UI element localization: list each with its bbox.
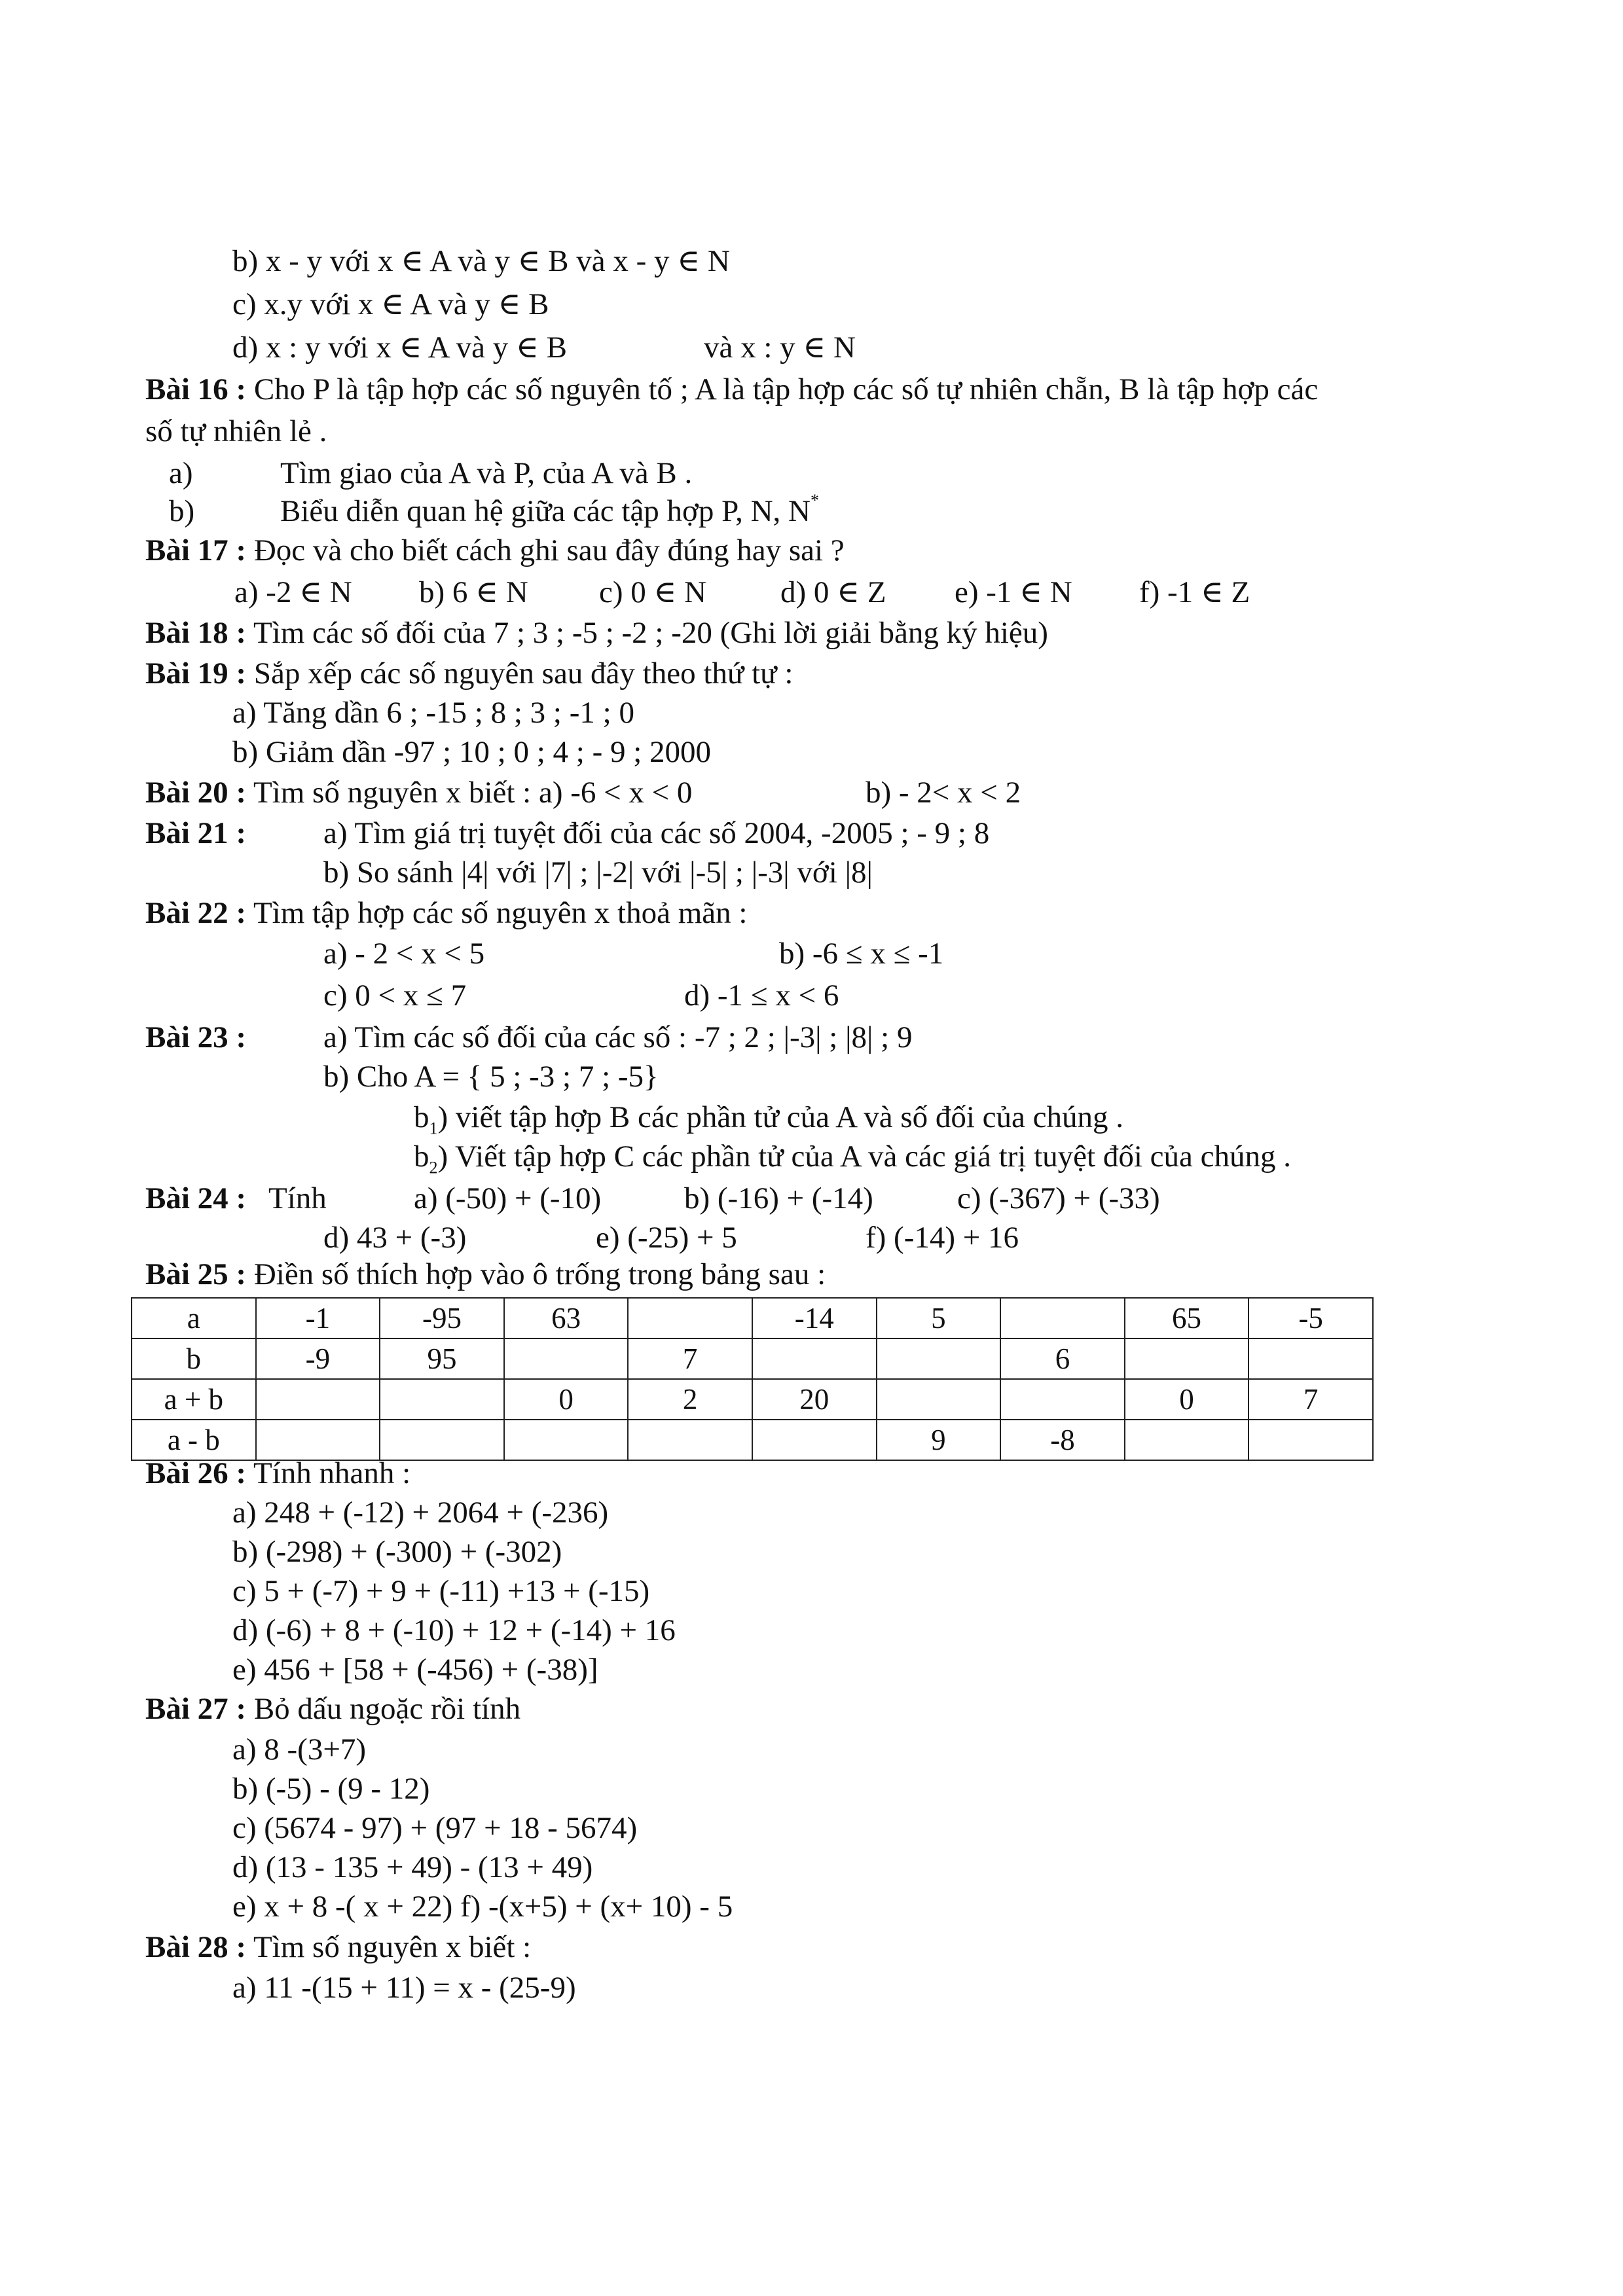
bai15-item-d: d) x : y với x ∈ A và y ∈ B: [232, 331, 567, 365]
table-cell: [504, 1420, 629, 1460]
bai27-item-a: a) 8 -(3+7): [232, 1732, 366, 1767]
bai24-item-c: c) (-367) + (-33): [957, 1181, 1160, 1215]
table-row-header: a: [132, 1298, 256, 1338]
bai20-line: [145, 778, 692, 808]
bai23-item-b2: [414, 1141, 1291, 1176]
bai23-b1-text: ) viết tập hợp B các phần tử của A và số đối của chúng .: [437, 1100, 1123, 1134]
bai24-item-b: b) (-16) + (-14): [684, 1181, 873, 1215]
bai22-line: [145, 898, 747, 929]
bai17-item-b: b) 6 ∈ N: [419, 575, 528, 609]
bai19-title: Bài 19 :: [145, 656, 247, 691]
bai17-item-f: f) -1 ∈ Z: [1139, 575, 1250, 609]
table-cell: [752, 1338, 877, 1379]
bai18-title: Bài 18 :: [145, 616, 247, 650]
bai16-line1: [145, 374, 1318, 405]
bai17-item-e: e) -1 ∈ N: [955, 575, 1072, 609]
table-cell: [256, 1420, 380, 1460]
bai19-item-a: a) Tăng dần 6 ; -15 ; 8 ; 3 ; -1 ; 0: [232, 696, 634, 730]
bai23-b2-prefix: b: [414, 1139, 429, 1174]
table-row-header: a + b: [132, 1379, 256, 1420]
bai25-text: Điền số thích hợp vào ô trống trong bảng sau :: [253, 1257, 826, 1291]
bai17-line: [145, 535, 845, 566]
bai19-line: [145, 658, 793, 689]
bai26-line: [145, 1458, 410, 1489]
table-row-header: a - b: [132, 1420, 256, 1460]
bai17-title: Bài 17 :: [145, 533, 247, 567]
table-cell: 2: [628, 1379, 752, 1420]
bai17-item-c: c) 0 ∈ N: [599, 575, 706, 609]
bai22-text: Tìm tập hợp các số nguyên x thoả mãn :: [253, 896, 748, 930]
table-cell: 65: [1125, 1298, 1249, 1338]
bai23-b1-sub: 1: [429, 1119, 438, 1138]
table-cell: 63: [504, 1298, 629, 1338]
bai22-item-a: a) - 2 < x < 5: [323, 937, 485, 971]
bai15-item-d-condition: và x : y ∈ N: [704, 331, 856, 365]
table-cell: 95: [380, 1338, 504, 1379]
bai16-b-main: Biểu diễn quan hệ giữa các tập hợp P, N, N: [280, 494, 811, 528]
table-cell: [256, 1379, 380, 1420]
bai17-item-d: d) 0 ∈ Z: [780, 575, 886, 609]
bai22-item-d: d) -1 ≤ x < 6: [684, 978, 839, 1013]
table-cell: 0: [1125, 1379, 1249, 1420]
bai25-title: Bài 25 :: [145, 1257, 247, 1291]
bai27-item-b: b) (-5) - (9 - 12): [232, 1772, 430, 1806]
bai16-a-text: Tìm giao của A và P, của A và B .: [280, 456, 693, 490]
bai26-item-c: c) 5 + (-7) + 9 + (-11) +13 + (-15): [232, 1574, 650, 1608]
bai26-text: Tính nhanh :: [253, 1456, 411, 1490]
bai26-item-a: a) 248 + (-12) + 2064 + (-236): [232, 1496, 609, 1530]
bai17-text: Đọc và cho biết cách ghi sau đây đúng hay sai ?: [253, 533, 845, 567]
bai27-item-c: c) (5674 - 97) + (97 + 18 - 5674): [232, 1811, 638, 1845]
bai16-b-sup: *: [810, 491, 819, 510]
table-cell: -95: [380, 1298, 504, 1338]
table-cell: [380, 1420, 504, 1460]
table-cell: -9: [256, 1338, 380, 1379]
bai24-item-e: e) (-25) + 5: [596, 1221, 737, 1255]
bai20-title: Bài 20 :: [145, 776, 247, 810]
table-cell: -8: [1000, 1420, 1125, 1460]
bai22-title: Bài 22 :: [145, 896, 247, 930]
bai19-item-b: b) Giảm dần -97 ; 10 ; 0 ; 4 ; - 9 ; 2000: [232, 735, 712, 769]
bai21-title: Bài 21 :: [145, 816, 247, 850]
table-cell: -1: [256, 1298, 380, 1338]
table-cell: 9: [877, 1420, 1001, 1460]
table-row: [132, 1420, 1373, 1460]
table-cell: [380, 1379, 504, 1420]
bai22-item-c: c) 0 < x ≤ 7: [323, 978, 467, 1013]
bai28-text: Tìm số nguyên x biết :: [253, 1930, 532, 1964]
table-cell: [1000, 1298, 1125, 1338]
table-row: [132, 1338, 1373, 1379]
bai24-item-f: f) (-14) + 16: [866, 1221, 1019, 1255]
table-cell: [628, 1420, 752, 1460]
bai26-item-d: d) (-6) + 8 + (-10) + 12 + (-14) + 16: [232, 1613, 676, 1647]
bai26-item-e: e) 456 + [58 + (-456) + (-38)]: [232, 1653, 598, 1687]
table-cell: -14: [752, 1298, 877, 1338]
table-cell: [1249, 1420, 1373, 1460]
bai24-title: Bài 24 :: [145, 1181, 247, 1215]
table-cell: [752, 1420, 877, 1460]
bai23-item-b1: [414, 1102, 1123, 1137]
table-row: [132, 1298, 1373, 1338]
bai16-b-text: [280, 491, 819, 528]
table-cell: [877, 1338, 1001, 1379]
table-cell: 7: [1249, 1379, 1373, 1420]
bai28-item-a: a) 11 -(15 + 11) = x - (25-9): [232, 1971, 576, 2005]
table-cell: 7: [628, 1338, 752, 1379]
bai17-item-a: a) -2 ∈ N: [234, 575, 352, 609]
bai27-title: Bài 27 :: [145, 1692, 247, 1726]
bai20-text: Tìm số nguyên x biết : a) -6 < x < 0: [253, 776, 693, 810]
bai28-title: Bài 28 :: [145, 1930, 247, 1964]
bai23-b1-prefix: b: [414, 1100, 429, 1134]
table-cell: [504, 1338, 629, 1379]
table-cell: [1125, 1420, 1249, 1460]
table-cell: [628, 1298, 752, 1338]
table-cell: 0: [504, 1379, 629, 1420]
table-cell: [1125, 1338, 1249, 1379]
bai23-item-b: b) Cho A = { 5 ; -3 ; 7 ; -5}: [323, 1060, 659, 1094]
bai15-item-b: b) x - y với x ∈ A và y ∈ B và x - y ∈ N: [232, 244, 730, 278]
table-cell: 6: [1000, 1338, 1125, 1379]
bai24-label: Tính: [268, 1181, 327, 1215]
bai27-line: [145, 1694, 520, 1725]
bai18-text: Tìm các số đối của 7 ; 3 ; -5 ; -2 ; -20 (Ghi lời giải bằng ký hiệu): [253, 616, 1048, 650]
bai18-line: [145, 618, 1048, 649]
bai15-item-c: c) x.y với x ∈ A và y ∈ B: [232, 287, 549, 321]
bai22-item-b: b) -6 ≤ x ≤ -1: [779, 937, 944, 971]
bai19-text: Sắp xếp các số nguyên sau đây theo thứ tự :: [253, 656, 793, 691]
bai23-b2-text: ) Viết tập hợp C các phần tử của A và các giá trị tuyệt đối của chúng .: [437, 1139, 1291, 1174]
bai20-item-b: b) - 2< x < 2: [866, 776, 1021, 810]
bai27-item-d: d) (13 - 135 + 49) - (13 + 49): [232, 1850, 593, 1884]
table-cell: 5: [877, 1298, 1001, 1338]
bai16-line2: số tự nhiên lẻ .: [145, 414, 327, 448]
table-row-header: b: [132, 1338, 256, 1379]
bai26-item-b: b) (-298) + (-300) + (-302): [232, 1535, 562, 1569]
bai27-item-e: e) x + 8 -( x + 22) f) -(x+5) + (x+ 10) - 5: [232, 1890, 733, 1924]
bai25-line: [145, 1259, 826, 1290]
bai25-table: [131, 1297, 1374, 1461]
bai28-line: [145, 1932, 531, 1963]
bai16-text: Cho P là tập hợp các số nguyên tố ; A là tập hợp các số tự nhiên chẵn, B là tập hợp các: [253, 372, 1319, 406]
bai21-item-a: a) Tìm giá trị tuyệt đối của các số 2004, -2005 ; - 9 ; 8: [323, 816, 990, 850]
bai16-title: Bài 16 :: [145, 372, 247, 406]
table-cell: [877, 1379, 1001, 1420]
bai24-item-d: d) 43 + (-3): [323, 1221, 467, 1255]
bai21-item-b: b) So sánh |4| với |7| ; |-2| với |-5| ; |-3| với |8|: [323, 855, 873, 889]
table-row: [132, 1379, 1373, 1420]
table-cell: [1000, 1379, 1125, 1420]
bai27-text: Bỏ dấu ngoặc rồi tính: [253, 1692, 521, 1726]
bai26-title: Bài 26 :: [145, 1456, 247, 1490]
bai23-item-a: a) Tìm các số đối của các số : -7 ; 2 ; |-3| ; |8| ; 9: [323, 1020, 913, 1054]
table-cell: -5: [1249, 1298, 1373, 1338]
bai16-b-label: b): [169, 494, 195, 528]
table-cell: 20: [752, 1379, 877, 1420]
bai16-a-label: a): [169, 456, 193, 490]
bai23-b2-sub: 2: [429, 1158, 438, 1177]
table-cell: [1249, 1338, 1373, 1379]
bai24-item-a: a) (-50) + (-10): [414, 1181, 602, 1215]
bai23-title: Bài 23 :: [145, 1020, 247, 1054]
